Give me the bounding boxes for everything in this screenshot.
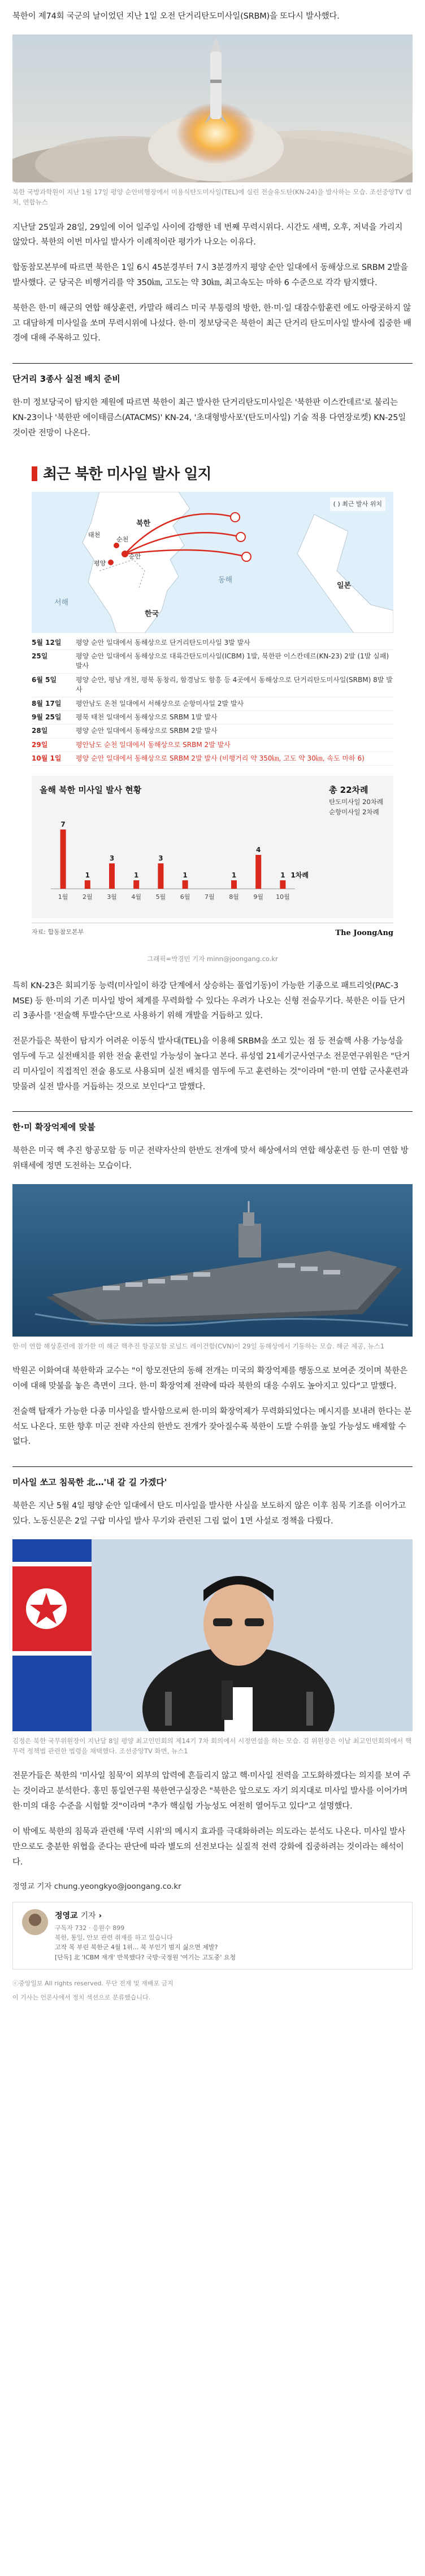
timeline-item: 5월 12일 평양 순안 일대에서 동해상으로 단거리탄도미사일 3발 발사 — [32, 636, 393, 650]
chart-bar — [85, 880, 90, 889]
chart-tick-label: 2월 — [82, 893, 93, 901]
paragraph: 이 밖에도 북한의 침묵과 관련해 '무력 시위'의 메시지 효과를 극대화하려는 의도라는 분석도 나온다. 미사일 발사만으로도 충분한 위협을 준다는 판단에 따라 별도의 선전보다는 실질적 전력 강화에 집중하려는 것이라는 해석이다. — [12, 1827, 406, 1867]
chart-bar — [158, 863, 163, 889]
chart-legend — [329, 784, 383, 817]
title-marker — [32, 466, 37, 481]
chart-tick-label: 4월 — [131, 893, 142, 901]
graphic-credit: 그래픽=박경민 기자 minn@joongang.co.kr — [147, 954, 278, 963]
chart-legend-item: 순항미사일 2차례 — [328, 807, 379, 816]
reporter-description: 북한, 통일, 안보 관련 취재를 하고 있습니다 — [55, 1933, 173, 1941]
map-label: 평양 — [94, 559, 106, 567]
infographic-title: 최근 북한 미사일 발사 일지 — [12, 451, 413, 491]
reporter-stats: 구독자 732 · 응원수 899 — [55, 1924, 125, 1932]
launch-map — [32, 492, 393, 633]
article-lead: 북한이 제74회 국군의 날이었던 지난 1일 오전 단거리탄도미사일(SRBM)을 또다시 발사했다. — [12, 12, 340, 21]
map-label: 순안 — [129, 552, 141, 560]
chart-data-label: 1 — [280, 871, 285, 880]
chart-tick-label: 9월 — [253, 893, 264, 901]
section-subhead: 한·미 확장억제에 맞불 — [12, 1111, 413, 1136]
chart-data-label: 1 — [134, 871, 139, 880]
paragraph: 전문가들은 북한의 '미사일 침묵'이 외부의 압력에 흔들리지 않고 핵·미사일 전력을 고도화하겠다는 의지를 보여 주는 것이라고 분석한다. 홍민 통일연구원 북한연구실장은 "북한은 앞으로도 자기 의지대로 미사일 발사를 이어가며 한·미의 대응 수준을 시험할 것"이라며 "추가 핵실험 가능성도 여전히 열어두고 있다"고 설명했다. — [12, 1771, 411, 1811]
chart-legend-total: 총 22차례 — [328, 785, 368, 796]
infographic-source: 자료: 합동참모본부 — [32, 928, 84, 936]
reporter-article-link[interactable]: [단독] 北 'ICBM 재개' 반복했다? 국방·국정원 '여기는 고도중' 요청 — [55, 1953, 236, 1961]
photo-caption: 한·미 연합 해상훈련에 참가한 미 해군 핵추진 항공모함 로널드 레이건함(CVN)이 29일 동해상에서 기동하는 모습. 해군 제공, 뉴스1 — [12, 1342, 385, 1350]
paragraph: 한·미 정보당국이 탐지한 제원에 따르면 북한이 최근 발사한 단거리탄도미사일은 '북한판 이스칸데르'로 불리는 KN-23이나 '북한판 에이태큼스(ATACMS)' KN-24, '초대형방사포'(탄도미사일) 기술 적용 다연장로켓) KN-25일 것이란 전망이 나온다. — [12, 398, 406, 438]
reporter-card[interactable] — [12, 1902, 413, 1970]
chart-data-label: 1 — [231, 871, 237, 880]
timeline-item: 9월 25일 평북 태천 일대에서 동해상으로 SRBM 1발 발사 — [32, 711, 393, 724]
chart-legend-item: 탄도미사일 20차례 — [328, 797, 383, 806]
section-notice: 이 기사는 언론사에서 정치 섹션으로 분류했습니다. — [12, 1994, 151, 2002]
chart-bar — [133, 880, 139, 889]
chart-bar — [60, 829, 66, 889]
map-label: 서해 — [54, 598, 69, 607]
paragraph: 북한은 미국 핵 추진 항공모함 등 미군 전략자산의 한반도 전개에 맞서 해상에서의 연합 해상훈련 등 한·미 연합 방위태세에 정면 도전하는 모습이다. — [12, 1146, 409, 1171]
chart-bar — [183, 880, 188, 889]
map-label: 북한 — [136, 519, 151, 528]
map-label: 동해 — [218, 575, 233, 584]
timeline-item: 28일 평양 순안 일대에서 동해상으로 SRBM 2발 발사 — [32, 724, 393, 738]
paragraph: 박원곤 이화여대 북한학과 교수는 "이 항모전단의 동해 전개는 미국의 확장억제를 행동으로 보여준 것이며 북한은 이에 대해 맞불을 놓은 측면이 크다. 한·미 확장억제 전략에 따라 북한의 대응 수위도 높아지고 있다"고 말했다. — [12, 1366, 407, 1391]
chart-tick-label: 6월 — [180, 893, 190, 901]
reporter-article-link[interactable]: 고작 목 부린 북한군 4월 1위... 북 부인기 범지 싫으면 제발? — [55, 1944, 218, 1951]
chart-bar — [231, 880, 237, 889]
chart-bar — [280, 880, 285, 889]
korea-map — [32, 492, 393, 633]
aircraft-carrier-photo — [12, 1184, 413, 1337]
timeline-item: 6월 5일 평양 순안, 평남 개천, 평북 동창리, 함경남도 함흥 등 4곳에서 동해상으로 단거리탄도미사일(SRBM) 8발 발사 — [32, 674, 393, 697]
chart-data-label: 7 — [60, 820, 66, 829]
paragraph: 북한은 지난 5월 4일 평양 순안 일대에서 탄도 미사일을 발사한 사실을 보도하지 않은 이후 침묵 기조를 이어가고 있다. 노동신문은 2일 구랍 미사일 발사 무기와 관련된 그림 없이 1면 사설로 정책을 다뤘다. — [12, 1501, 406, 1526]
copyright-notice: ⓒ중앙일보 All rights reserved. 무단 전재 및 재배포 금지 — [12, 1980, 174, 1988]
reporter-name[interactable]: 정영교 기자 › — [55, 1911, 102, 1921]
chart-bar — [109, 863, 115, 889]
chart-bar — [255, 855, 261, 889]
photo-caption: 김정은 북한 국무위원장이 지난달 8일 평양 최고인민회의 제14기 7차 회의에서 시정연설을 하는 모습. 김 위원장은 이날 최고인민회의에서 핵무력 정책법 관련한 법령을 채택했다. 조선중앙TV 화면, 뉴스1 — [12, 1736, 412, 1756]
timeline-item: 8월 17일 평안남도 온천 일대에서 서해상으로 순항미사일 2발 발사 — [32, 697, 393, 711]
launch-timeline — [32, 636, 393, 766]
reporter-info — [55, 1909, 236, 1962]
map-label: 일본 — [337, 581, 352, 590]
paragraph: 북한은 한·미 해군의 연합 해상훈련, 카말라 해리스 미국 부통령의 방한, 한·미·일 대잠수함훈련 에도 아랑곳하지 않고 대담하게 미사일을 쏘며 무력시위에 나섰다. 한·미 정보당국은 북한이 최근 단거리 탄도미사일 발사에 집중한 배경에 대해 주목하고 있다. — [12, 303, 411, 343]
reporter-avatar — [22, 1909, 48, 1935]
map-label: 한국 — [145, 609, 159, 618]
chart-annotation: 1차례 — [290, 871, 309, 880]
chart-title: 올해 북한 미사일 발사 현황 — [40, 785, 142, 796]
map-label: 순천 — [116, 535, 129, 543]
paragraph: 특히 KN-23은 회피기동 능력(미사일이 하강 단계에서 상승하는 풀업기동)이 가능한 기종으로 패트리엇(PAC-3 MSE) 등 한·미의 기존 미사일 방어 체계를 무력화할 수 있다는 우려가 나오는 신형 전술무기다. 북한은 이들 단거리 3종사를 '전술핵 투발수단'으로 사용하기 위해 개발을 거듭하고 있다. — [12, 981, 405, 1021]
paragraph: 합동참모본부에 따르면 북한은 1일 6시 45분경부터 7시 3분경까지 평양 순안 일대에서 동해상으로 SRBM 2발을 발사했다. 군 당국은 비행거리를 약 350㎞, 고도는 약 30㎞, 최고속도는 마하 6 수준으로 각각 탐지했다. — [12, 263, 408, 288]
chart-tick-label: 5월 — [155, 893, 166, 901]
chevron-right-icon: › — [98, 1911, 102, 1921]
chart-tick-label: 10월 — [276, 893, 290, 901]
kim-jong-un-photo — [12, 1539, 413, 1731]
timeline-item: 25일 평양 순안 일대에서 동해상으로 대륙간탄도미사일(ICBM) 1발, 북한판 이스칸데르(KN-23) 2발 (1발 실패) 발사 — [32, 650, 393, 674]
chart-data-label: 3 — [109, 854, 115, 863]
missile-launch-photo — [12, 34, 413, 182]
paragraph: 전술핵 탑재가 가능한 다종 미사일을 발사함으로써 한·미의 확장억제가 무력화되었다는 메시지를 보내려 한다는 분석도 나온다. 또한 향후 미군 전략 자산의 한반도 전개가 잦아질수록 북한이 도발 수위를 높일 가능성도 배제할 수 없다. — [12, 1407, 412, 1447]
chart-tick-label: 3월 — [107, 893, 117, 901]
chart-data-label: 1 — [183, 871, 188, 880]
missile-launch-infographic — [12, 451, 413, 947]
chart-tick-label: 7월 — [204, 893, 215, 901]
infographic-footer — [32, 923, 393, 947]
timeline-item: 10월 1일 평양 순안 일대에서 동해상으로 SRBM 2발 발사 (비행거리 약 350㎞, 고도 약 30㎞, 속도 마하 6) — [32, 752, 393, 766]
chart-data-label: 3 — [158, 854, 163, 863]
paragraph: 전문가들은 북한이 탐지가 어려운 이동식 발사대(TEL)을 이용해 SRBM을 쏘고 있는 점 등 전술핵 사용 가능성을 염두에 두고 실전배치를 위한 전술 훈련일 가능성이 높다고 본다. 류성엽 21세기군사연구소 전문연구위원은 "단거리 미사일이 직접적인 전술 용도로 사용되며 실전 배치를 염두에 두고 훈련하는 것"이라며 "한·미 연합 군사훈련과 맞물려 실전 발사를 거듭하는 것으로 보인다"고 말했다. — [12, 1037, 410, 1091]
section-subhead: 미사일 쏘고 침묵한 北…'내 갈 길 가겠다' — [12, 1466, 413, 1491]
timeline-item: 29일 평안남도 순천 일대에서 동해상으로 SRBM 2발 발사 — [32, 739, 393, 752]
map-label: 태천 — [88, 531, 101, 539]
article-byline: 정영교 기자 chung.yeongkyo@joongang.co.kr — [12, 1882, 181, 1892]
section-subhead: 단거리 3종사 실전 배치 준비 — [12, 363, 413, 387]
brand-logo: The JoongAng — [335, 929, 393, 938]
paragraph: 지난달 25일과 28일, 29일에 이어 일주일 사이에 감행한 네 번째 무력시위다. 시간도 새벽, 오후, 저녁을 가리지 않았다. 북한의 이번 미사일 발사가 이례적이란 평가가 나오는 이유다. — [12, 222, 403, 247]
photo-caption: 북한 국방과학원이 지난 1월 17일 평양 순안비행장에서 미용식탄도미사일(TEL)에 실린 전술유도탄(KN-24)을 발사하는 모습. 조선중앙TV 캡처, 연합뉴스 — [12, 187, 411, 207]
launch-count-chart — [32, 776, 393, 918]
chart-tick-label: 8월 — [229, 893, 239, 901]
chart-data-label: 4 — [256, 846, 261, 854]
map-legend: ( ) 최근 발사 위치 — [330, 497, 385, 511]
chart-data-label: 1 — [85, 871, 90, 880]
chart-tick-label: 1월 — [58, 893, 68, 901]
